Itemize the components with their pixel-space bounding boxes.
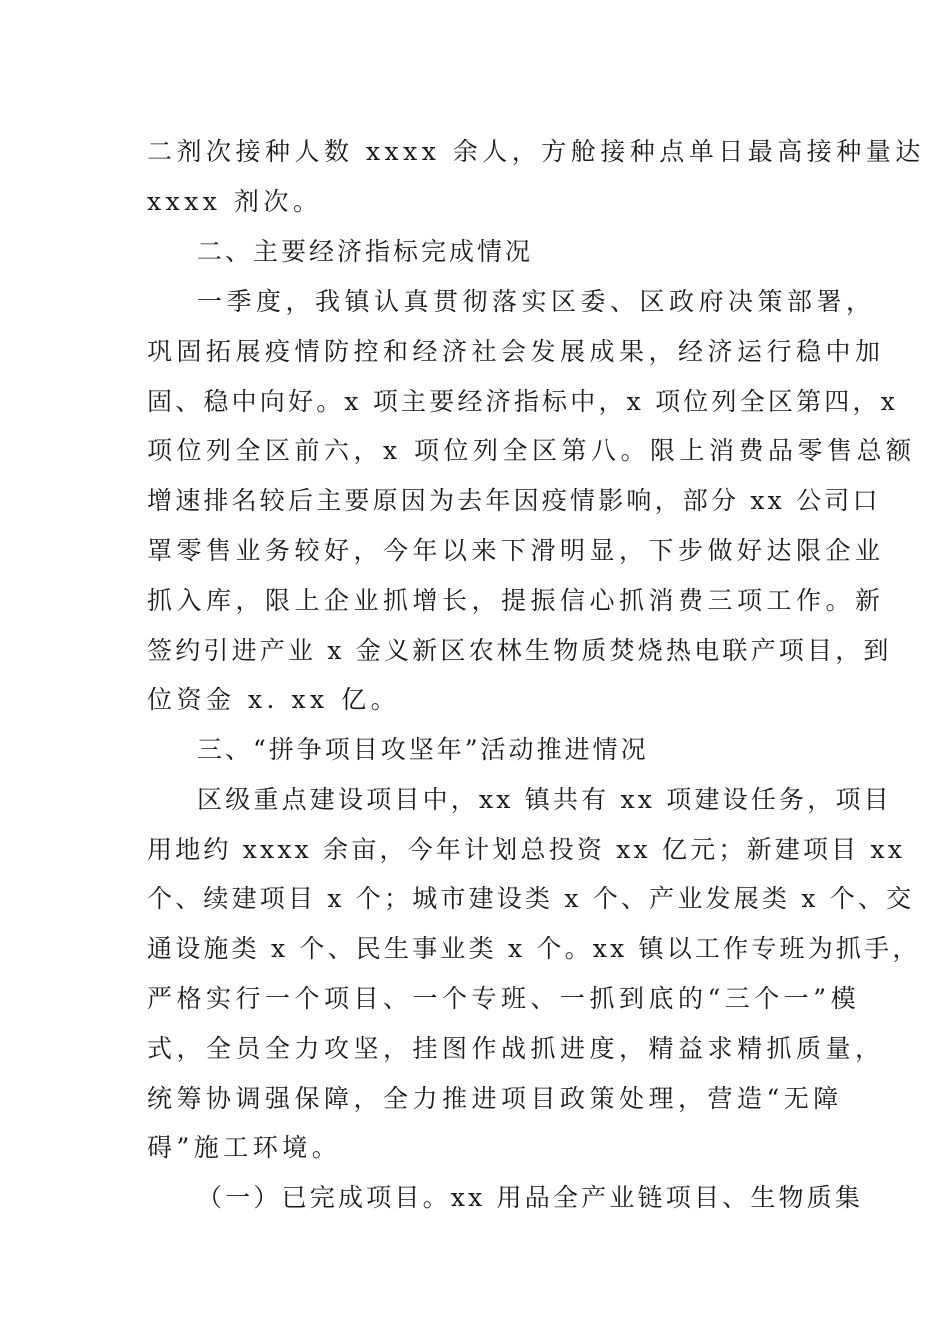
text-line: 式，全员全力攻坚，挂图作战抓进度，精益求精抓质量， [147,1034,885,1063]
section-heading-3: 三、“拼争项目攻坚年”活动推进情况 [197,735,649,764]
text-line: 固、稳中向好。x 项主要经济指标中，x 项位列全区第四，x [147,387,898,416]
text-line: 区级重点建设项目中，xx 镇共有 xx 项建设任务，项目 [197,785,892,814]
text-line: 增速排名较后主要原因为去年因疫情影响，部分 xx 公司口 [147,486,881,515]
text-line: 个、续建项目 x 个；城市建设类 x 个、产业发展类 x 个、交 [147,884,915,913]
text-line: 签约引进产业 x 金义新区农林生物质焚烧热电联产项目，到 [147,636,892,665]
text-line: 二剂次接种人数 xxxx 余人，方舱接种点单日最高接种量达 [147,137,925,166]
text-line: 抓入库，限上企业抓增长，提振信心抓消费三项工作。新 [147,586,885,615]
text-line: 项位列全区前六，x 项位列全区第八。限上消费品零售总额 [147,436,916,465]
text-line: 碍”施工环境。 [147,1133,342,1162]
subsection-heading-1: （一）已完成项目。xx 用品全产业链项目、生物质集 [197,1183,864,1212]
text-line: 罩零售业务较好，今年以来下滑明显，下步做好达限企业 [147,536,885,565]
text-line: 一季度，我镇认真贯彻落实区委、区政府决策部署， [197,287,876,316]
text-line: 巩固拓展疫情防控和经济社会发展成果，经济运行稳中加 [147,337,885,366]
text-line: 位资金 x. xx 亿。 [147,685,401,714]
text-line: 用地约 xxxx 余亩，今年计划总投资 xx 亿元；新建项目 xx [147,835,906,864]
text-line: 通设施类 x 个、民生事业类 x 个。xx 镇以工作专班为抓手， [147,934,921,963]
text-line: xxxx 剂次。 [147,187,323,216]
text-line: 严格实行一个项目、一个专班、一抓到底的“三个一”模 [147,984,861,1013]
section-heading-2: 二、主要经济指标完成情况 [197,237,534,266]
text-line: 统筹协调强保障，全力推进项目政策处理，营造“无障 [147,1084,843,1113]
